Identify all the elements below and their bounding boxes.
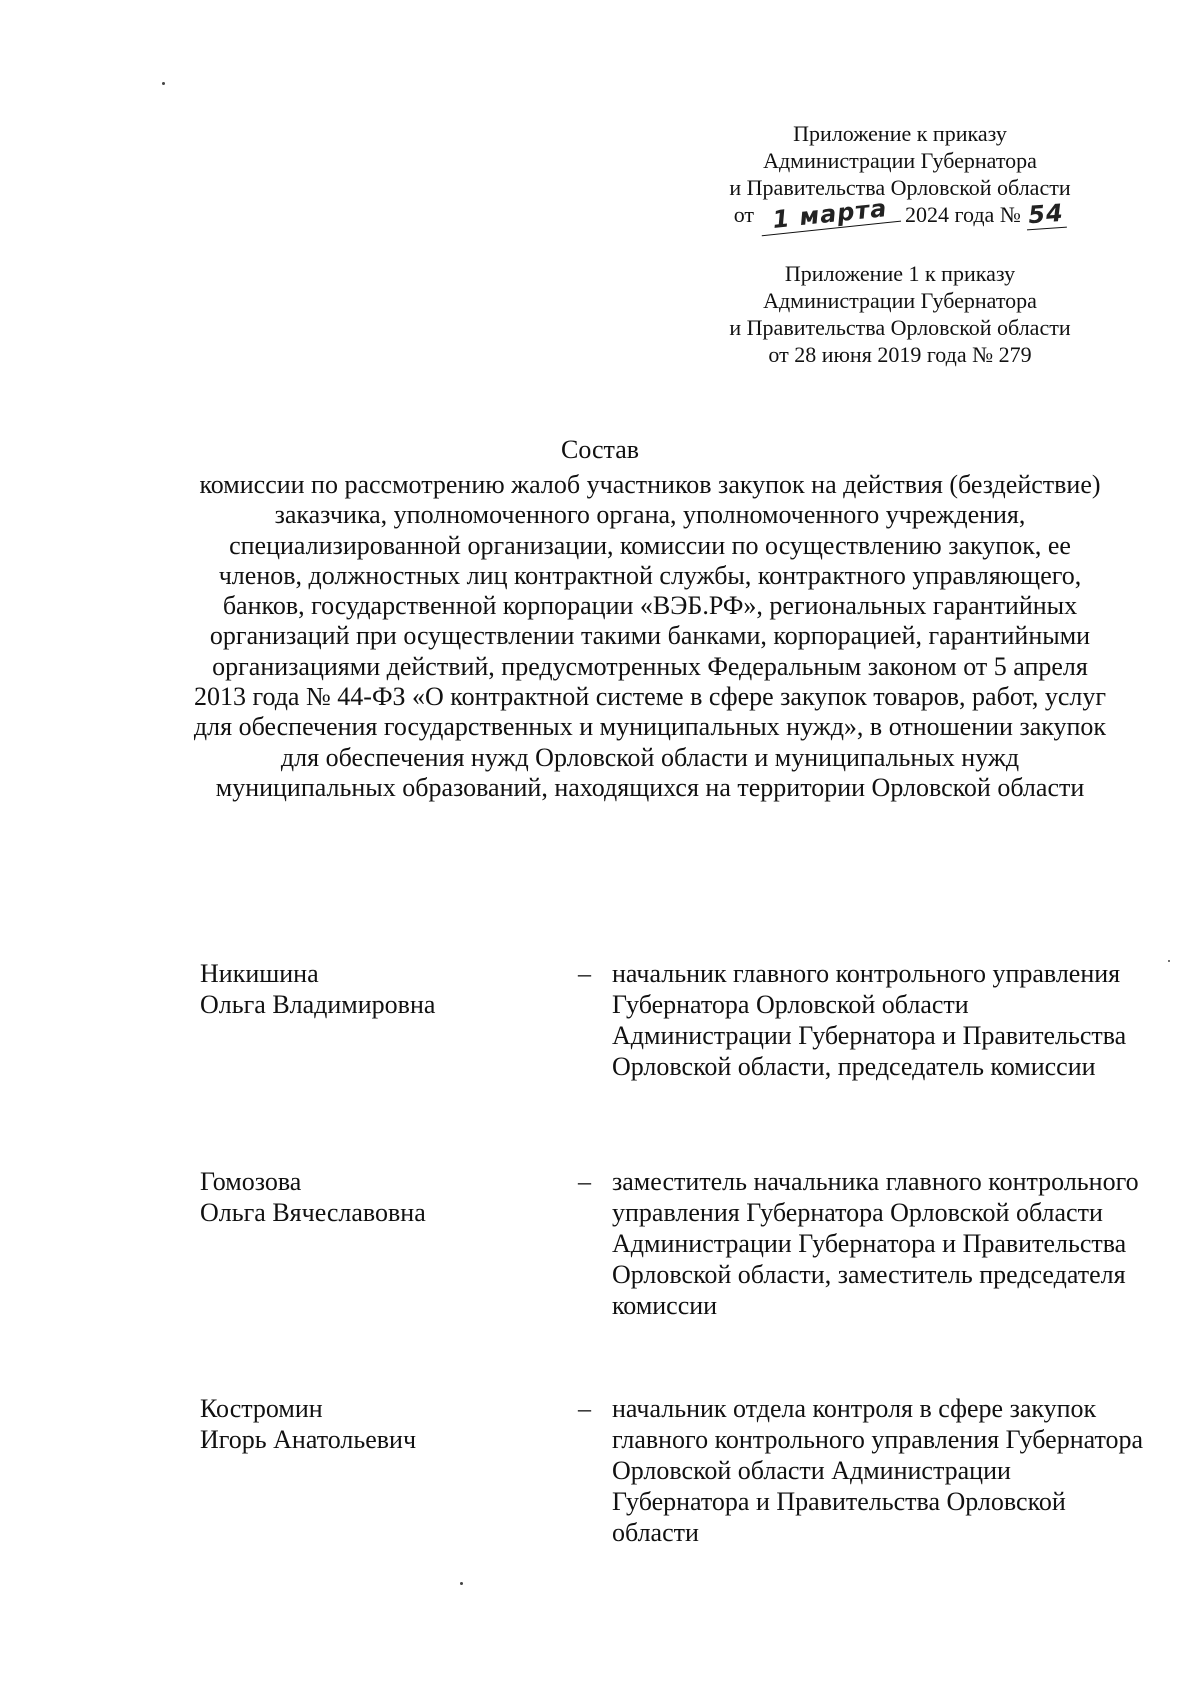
date-prefix: от — [733, 202, 755, 227]
member-dash: – — [578, 1167, 591, 1196]
member-surname: Никишина — [200, 959, 319, 988]
appendix-line: и Правительства Орловской области — [729, 175, 1071, 200]
member-name — [200, 1166, 560, 1228]
scan-speck — [162, 82, 165, 85]
appendix-line: Администрации Губернатора — [763, 148, 1037, 173]
handwritten-date: 1 марта — [758, 194, 900, 236]
appendix-date-line — [733, 194, 1067, 234]
scan-speck — [1168, 960, 1170, 962]
member-role: заместитель начальника главного контрольного управления Губернатора Орловской области Администрации Губернатора и Правительства Орловской области, заместитель председателя комиссии — [612, 1167, 1139, 1320]
member-role: начальник главного контрольного управления Губернатора Орловской области Администрации Губернатора и Правительства Орловской области, председатель комиссии — [612, 959, 1127, 1081]
appendix-line: Администрации Губернатора — [763, 288, 1037, 313]
member-given-name: Ольга Владимировна — [200, 990, 436, 1019]
member-role: начальник отдела контроля в сфере закупок главного контрольного управления Губернатора Орловской области Администрации Губернатора и Правительства Орловской области — [612, 1394, 1144, 1547]
member-given-name: Ольга Вячеславовна — [200, 1198, 426, 1227]
appendix-line: и Правительства Орловской области — [729, 315, 1071, 340]
appendix-line: Приложение 1 к приказу — [784, 261, 1016, 286]
member-name — [200, 1393, 560, 1455]
member-surname: Гомозова — [200, 1167, 302, 1196]
member-given-name: Игорь Анатольевич — [200, 1425, 417, 1454]
member-name — [200, 958, 560, 1020]
appendix-line: от 28 июня 2019 года № 279 — [768, 342, 1032, 367]
member-dash: – — [578, 1394, 591, 1423]
appendix-header-original — [640, 260, 1160, 368]
appendix-line: Приложение к приказу — [793, 121, 1007, 146]
member-dash: – — [578, 959, 591, 988]
document-subtitle: комиссии по рассмотрению жалоб участников закупок на действия (бездействие) заказчика, уполномоченного органа, уполномоченного учреждения, специализированной организации, комиссии по осуществлению закупок, ее членов, должностных лиц контрактной службы, контрактного управляющего, банков, государственной корпорации «ВЭБ.РФ», региональных гарантийных организаций при осуществлении такими банками, корпорацией, гарантийными организациями действий, предусмотренных Федеральным законом от 5 апреля 2013 года № 44-ФЗ «О контрактной системе в сфере закупок товаров, работ, услуг для обеспечения государственных и муниципальных нужд», в отношении закупок для обеспечения нужд Орловской области и муниципальных нужд муниципальных образований, находящихся на территории Орловской области — [193, 470, 1107, 802]
scan-speck — [460, 1582, 463, 1585]
member-surname: Костромин — [200, 1394, 323, 1423]
appendix-header-current — [640, 120, 1160, 234]
handwritten-number: 54 — [1025, 200, 1067, 231]
date-year: 2024 года № — [905, 202, 1021, 227]
document-title: Состав — [560, 435, 640, 464]
